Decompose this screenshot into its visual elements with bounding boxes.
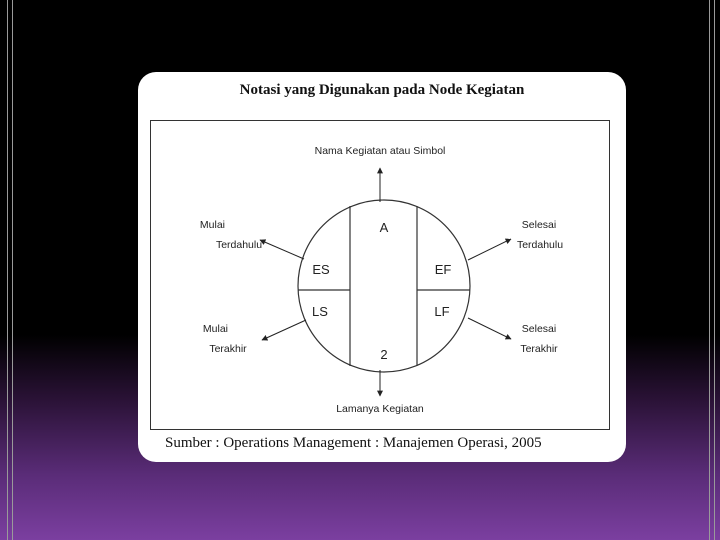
duration-label: Lamanya Kegiatan — [336, 403, 424, 415]
ef-label-line2: Terdahulu — [516, 239, 564, 251]
left-border-line-inner — [12, 0, 13, 540]
arrow-es — [260, 240, 304, 259]
activity-symbol: A — [379, 220, 389, 235]
arrow-ef — [468, 239, 511, 260]
activity-name-label: Nama Kegiatan atau Simbol — [314, 145, 446, 157]
right-border-line-outer — [714, 0, 715, 540]
es-cell: ES — [312, 262, 330, 277]
arrow-lf — [468, 318, 511, 339]
slide-card — [138, 72, 626, 462]
ls-label-line1: Mulai — [202, 323, 228, 335]
ls-label-line2: Terakhir — [209, 343, 247, 355]
left-border-line — [7, 0, 8, 540]
ef-label-line1: Selesai — [521, 219, 557, 231]
ef-cell: EF — [434, 262, 452, 277]
ls-cell: LS — [312, 304, 328, 319]
es-label-line2: Terdahulu — [215, 239, 263, 251]
arrow-ls — [262, 320, 306, 340]
lf-cell: LF — [434, 304, 450, 319]
es-label-line1: Mulai — [199, 219, 225, 231]
activity-node-diagram — [138, 72, 626, 462]
activity-duration: 2 — [380, 347, 388, 362]
lf-label-line2: Terakhir — [520, 343, 558, 355]
lf-label-line1: Selesai — [521, 323, 557, 335]
source-citation: Sumber : Operations Management : Manajemen Operasi, 2005 — [165, 435, 542, 451]
slide-title: Notasi yang Digunakan pada Node Kegiatan — [239, 82, 525, 98]
right-border-line — [709, 0, 710, 540]
